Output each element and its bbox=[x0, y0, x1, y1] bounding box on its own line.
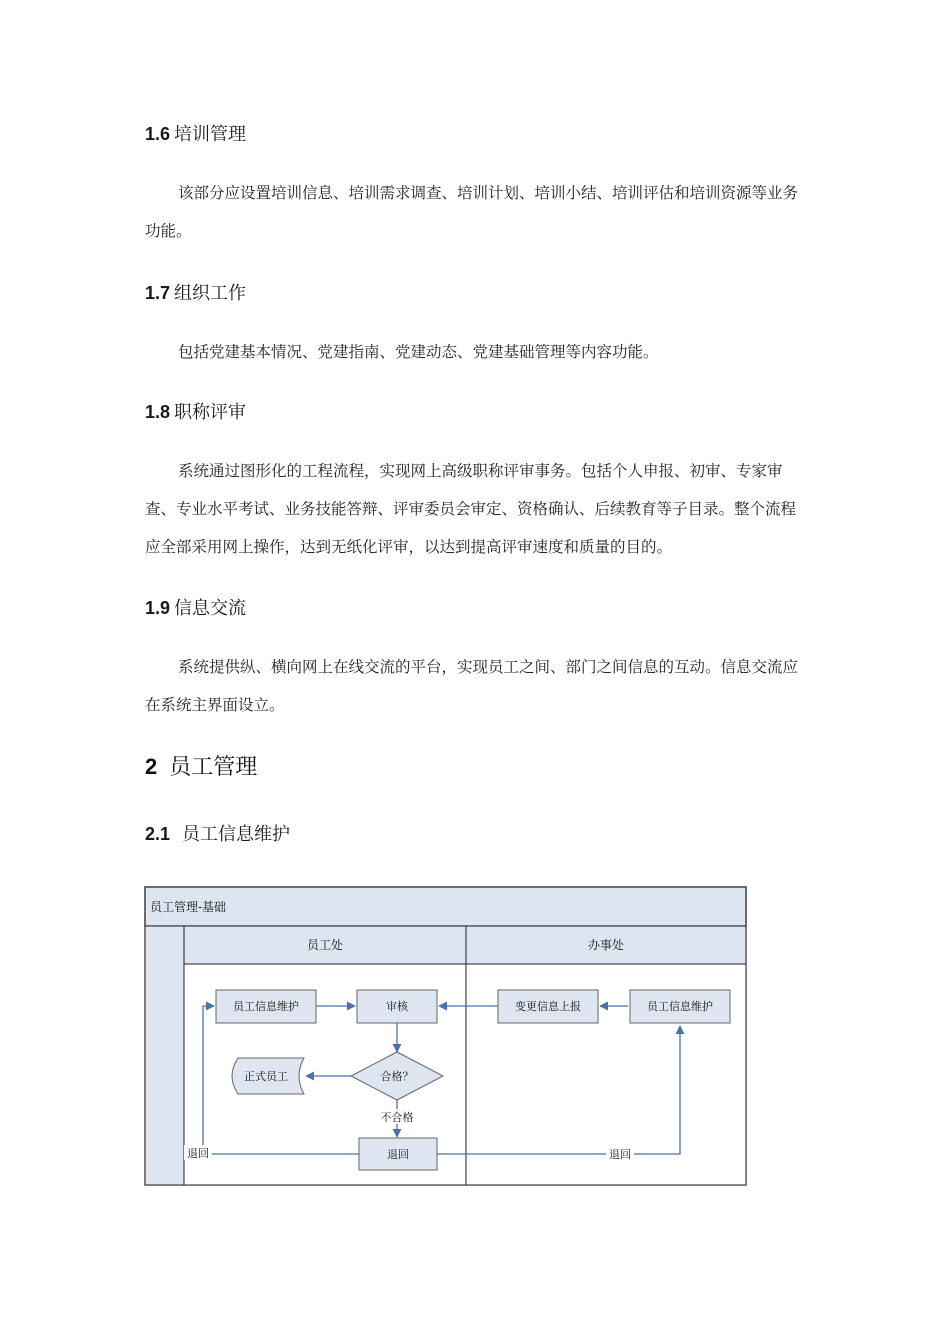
flowchart-title: 员工管理-基础 bbox=[150, 900, 227, 914]
lane-label-left: 员工处 bbox=[306, 938, 344, 952]
section-number: 1.8 bbox=[145, 402, 171, 422]
lane-label-right: 办事处 bbox=[587, 938, 625, 952]
node-label-maintain-left: 员工信息维护 bbox=[233, 1000, 299, 1013]
edge-label-back-left: 退回 bbox=[187, 1147, 209, 1160]
section-title: 职称评审 bbox=[174, 402, 247, 423]
chapter-number: 2 bbox=[145, 754, 158, 779]
edge-label-back-right: 退回 bbox=[609, 1148, 631, 1161]
section-title: 培训管理 bbox=[174, 124, 247, 145]
section-title: 组织工作 bbox=[174, 283, 247, 304]
section-body-1-6: 该部分应设置培训信息、培训需求调查、培训计划、培训小结、培训评估和培训资源等业务功能。 bbox=[145, 184, 799, 240]
node-label-formal: 正式员工 bbox=[244, 1070, 288, 1083]
node-label-maintain-right: 员工信息维护 bbox=[647, 1000, 713, 1013]
node-label-return: 退回 bbox=[387, 1148, 409, 1161]
section-body-1-8: 系统通过图形化的工程流程，实现网上高级职称评审事务。包括个人申报、初审、专家审查、专业水平考试、业务技能答辩、评审委员会审定、资格确认、后续教育等子目录。整个流程应全部采用网上操作，达到无纸化评审，以达到提高评审速度和质量的目的。 bbox=[145, 462, 797, 556]
node-label-review: 审核 bbox=[386, 1000, 408, 1013]
flowchart-title-bar bbox=[145, 887, 746, 926]
node-label-decision: 合格？ bbox=[380, 1070, 414, 1083]
subsection-title: 员工信息维护 bbox=[182, 824, 291, 845]
node-label-change-report: 变更信息上报 bbox=[515, 1000, 581, 1013]
section-body-1-9: 系统提供纵、横向网上在线交流的平台，实现员工之间、部门之间信息的互动。信息交流应在系统主界面设立。 bbox=[145, 658, 799, 714]
section-number: 1.7 bbox=[145, 283, 171, 303]
chapter-title: 员工管理 bbox=[169, 755, 258, 780]
edge-label-fail: 不合格 bbox=[380, 1111, 414, 1124]
section-title: 信息交流 bbox=[174, 598, 247, 619]
section-number: 1.6 bbox=[145, 124, 171, 144]
subsection-number: 2.1 bbox=[145, 824, 171, 844]
pool-label-column bbox=[145, 926, 184, 1185]
section-number: 1.9 bbox=[145, 598, 171, 618]
section-body-1-7: 包括党建基本情况、党建指南、党建动态、党建基础管理等内容功能。 bbox=[178, 343, 659, 361]
